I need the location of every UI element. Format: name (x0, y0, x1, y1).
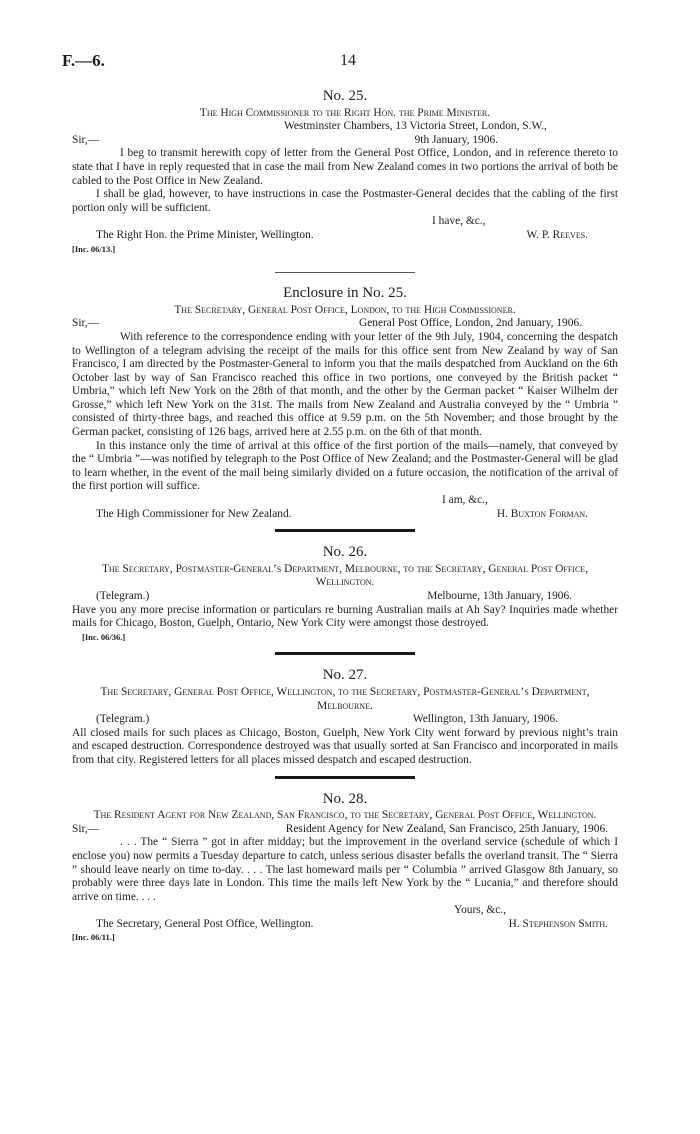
signature: H. Buxton Forman. (496, 507, 588, 520)
section-subtitle: The High Commissioner to the Right Hon. the Prime Minister. (199, 106, 491, 119)
letter-date: Wellington, 13th January, 1906. (412, 713, 558, 726)
letter-no-25 (72, 90, 618, 256)
sender-address: Westminster Chambers, 13 Victoria Street, London, S.W., (284, 120, 547, 133)
section-heading: Enclosure in No. 25. (283, 285, 407, 302)
section-heading: No. 28. (322, 790, 368, 807)
recipient: The High Commissioner for New Zealand. (96, 507, 292, 520)
divider (275, 272, 415, 273)
letter-body: . . . The “ Sierra ” got in after midday; but the improvement in the overland service (schedule of which I enclose you) now permits a Tuesday departure to catch, unless serious disaster befalls the overland transit. The “ Sierra ” should leave nearly on time to-day. . . . The last homeward mails per “ Columbia ” arrived Glasgow 8th January, so probably were three days late in London. This time the mails left New York by the “ Lucania,” and therefore should arrive on time. . . . (72, 836, 618, 903)
page-number: 14 (340, 52, 356, 69)
letter-date: 9th January, 1906. (414, 133, 498, 146)
paragraph: In this instance only the time of arrival at this office of the first portion of the mails—namely, that conveyed by the “ Umbria ”—was notified by telegraph to the Post Office of New Zealand; and the Postmaster-General will be glad to learn whether, in the event of the mail being similarly divided on a future occasion, the notification of the arrival of the first portion will suffice. (72, 439, 618, 493)
inc-reference: [Inc. 06/36.] (82, 631, 126, 642)
closing: I am, &c., (442, 494, 488, 507)
telegram-body: All closed mails for such places as Chicago, Boston, Guelph, New York City went forward by previous night’s train and escaped destruction. Correspondence destroyed was that usually sorted at San Francisco and incorporated in mails from that city. Registered letters for all places missed despatch and escaped destruction. (72, 726, 618, 766)
paragraph: I shall be glad, however, to have instructions in case the Postmaster-General decides that the cabling of the first portion only will be sufficient. (72, 188, 618, 214)
salutation: Sir,— (72, 133, 100, 146)
section-subtitle: The Resident Agent for New Zealand, San Francisco, to the Secretary, General Post Office, Wellington. (93, 809, 597, 822)
divider (275, 529, 415, 532)
recipient: The Secretary, General Post Office, Wellington. (96, 917, 314, 930)
letter-date: Resident Agency for New Zealand, San Francisco, 25th January, 1906. (285, 822, 608, 835)
inc-reference: [Inc. 06/11.] (72, 932, 115, 943)
telegram-body: Have you any more precise information or particulars re burning Australian mails at Ah Say? Inquiries made whether mails for Chicago, Boston, Guelph, Ontario, New York City were amongst those destroyed. (72, 603, 618, 630)
letter-date: General Post Office, London, 2nd January, 1906. (358, 317, 582, 330)
page-id: F.—6. (62, 51, 105, 70)
document-page (72, 52, 618, 945)
letter-no-28 (72, 790, 618, 946)
paragraph: With reference to the correspondence ending with your letter of the 9th July, 1904, concerning the despatch to Wellington of a telegram advising the receipt of the mails for this office sent from New Zealand by way of San Francisco, I am directed by the Postmaster-General to inform you that the mails despatched from Auckland on the 6th October last by way of San Francisco reached this office in two portions, one conveyed by the British packet “ Umbria,” which left New York on the 28th of that month, and the other by the German packet “ Kaiser Wilhelm der Grosse,” which left New York on the 31st. The mails from New Zealand and Australia conveyed by the “ Umbria ” consisted of thirty-three bags, and reached this office at 9.59 p.m. on the 5th November; and those brought by the German packet, consisting of 126 bags, arrived here at 2.55 p.m. on the 6th of that month. (72, 330, 618, 439)
signature: H. Stephenson Smith. (508, 917, 608, 930)
paragraph: I beg to transmit herewith copy of letter from the General Post Office, London, and in reference thereto to state that I have in reply requested that in case the mail from New Zealand comes in two portions the arrival of both be cabled to the Post Office in New Zealand. (72, 147, 618, 187)
signature: W. P. Reeves. (526, 228, 588, 241)
telegram-label: (Telegram.) (96, 590, 150, 602)
section-heading: No. 27. (322, 667, 368, 684)
telegram-no-26 (72, 546, 618, 644)
enclosure-no-25 (72, 287, 618, 521)
section-subtitle: The Secretary, General Post Office, Wellington, to the Secretary, Postmaster-General’s Department, Melbourne. (100, 685, 590, 712)
closing: Yours, &c., (454, 904, 507, 917)
inc-reference: [Inc. 06/13.] (72, 243, 116, 254)
letter-date: Melbourne, 13th January, 1906. (427, 590, 572, 602)
telegram-no-27 (72, 669, 618, 767)
section-subtitle: The Secretary, General Post Office, London, to the High Commissioner. (174, 303, 516, 316)
salutation: Sir,— (72, 822, 100, 835)
divider (275, 652, 415, 655)
closing: I have, &c., (432, 215, 486, 228)
section-heading: No. 25. (322, 88, 368, 104)
telegram-label: (Telegram.) (96, 713, 150, 726)
salutation: Sir,— (72, 317, 100, 330)
divider (275, 776, 415, 779)
recipient: The Right Hon. the Prime Minister, Wellington. (96, 228, 314, 241)
section-heading: No. 26. (322, 544, 368, 561)
section-subtitle: The Secretary, Postmaster-General’s Department, Melbourne, to the Secretary, General Post Office, Wellington. (101, 562, 589, 589)
